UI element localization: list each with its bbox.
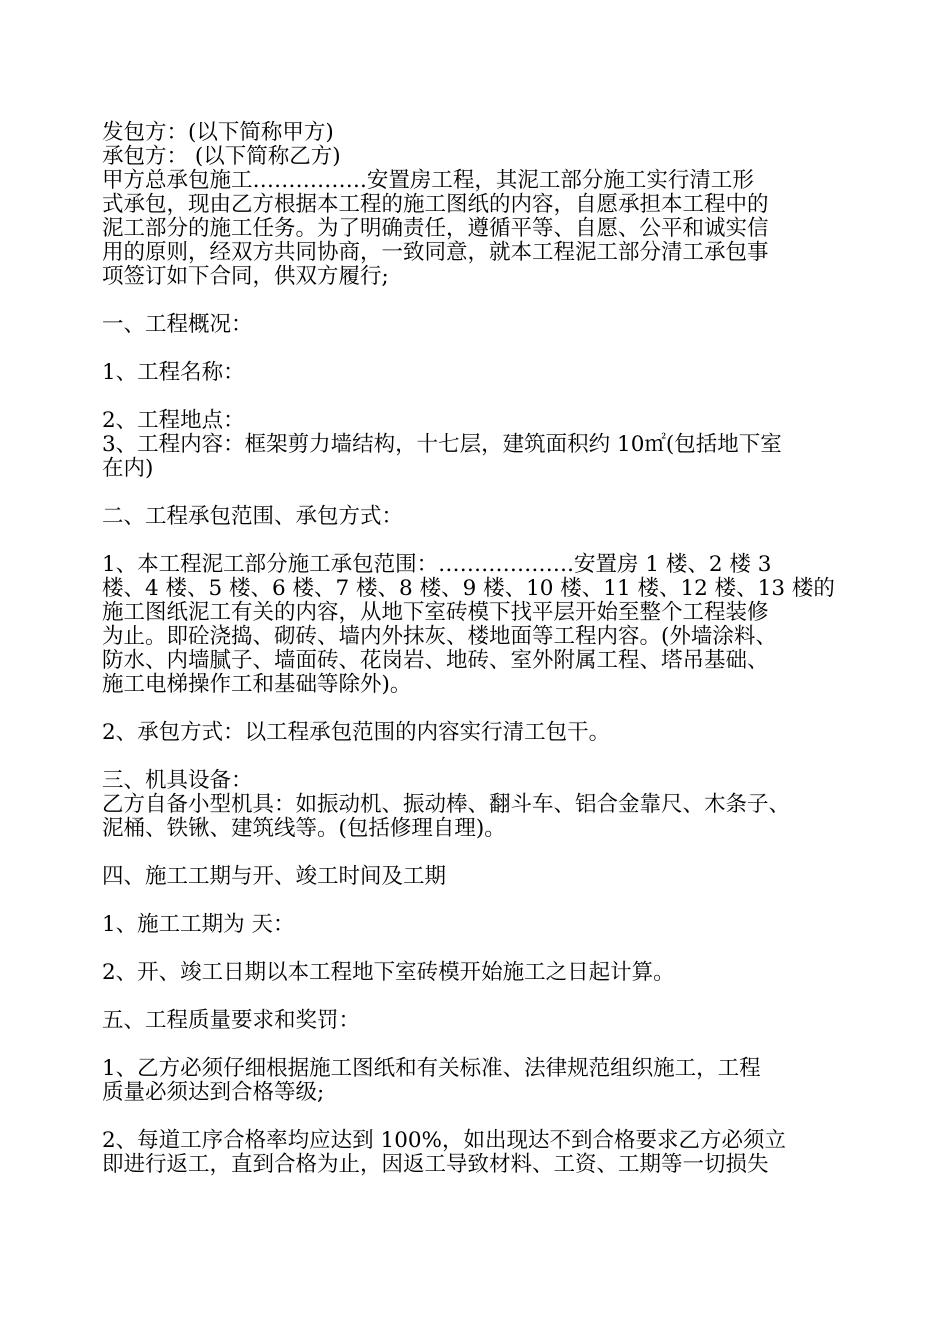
text-line: 即进行返工，直到合格为止，因返工导致材料、工资、工期等一切损失 [102,1152,769,1177]
text-line: 施工图纸泥工有关的内容，从地下室砖模下找平层开始至整个工程装修 [102,600,769,625]
blank-line [102,937,870,961]
text-line: 施工电梯操作工和基础等除外)。 [102,672,412,697]
text-line: 1、乙方必须仔细根据施工图纸和有关标准、法律规范组织施工，工程 [102,1056,761,1081]
document-body [102,121,870,1177]
blank-line [102,697,870,721]
blank-line [102,985,870,1009]
text-line: 泥工部分的施工任务。为了明确责任，遵循平等、自愿、公平和诚实信 [102,216,769,241]
text-line: 1、本工程泥工部分施工承包范围：……………….安置房 1 楼、2 楼 3 [102,552,772,577]
text-line: 四、施工工期与开、竣工时间及工期 [102,864,447,889]
text-line: 三、机具设备： [102,768,253,793]
blank-line [102,889,870,913]
text-line: 五、工程质量要求和奖罚： [102,1008,361,1033]
text-line: 乙方自备小型机具：如振动机、振动棒、翻斗车、铝合金靠尺、木条子、 [102,792,791,817]
blank-line [102,1105,870,1129]
blank-line [102,337,870,361]
text-line: 用的原则，经双方共同协商，一致同意，就本工程泥工部分清工承包事 [102,240,769,265]
text-line: 2、承包方式：以工程承包范围的内容实行清工包干。 [102,720,611,745]
text-line: 承包方： (以下简称乙方) [102,144,341,169]
text-line: 2、每道工序合格率均应达到 100%，如出现达不到合格要求乙方必须立 [102,1128,786,1153]
text-line: 泥桶、铁锹、建筑线等。(包括修理自理)。 [102,816,506,841]
blank-line [102,745,870,769]
text-line: 2、工程地点： [102,408,245,433]
blank-line [102,385,870,409]
text-line: 发包方：(以下简称甲方) [102,120,334,145]
text-line: 甲方总承包施工…………….安置房工程，其泥工部分施工实行清工形 [102,168,754,193]
text-line: 一、工程概况： [102,312,253,337]
text-line: 3、工程内容：框架剪力墙结构，十七层，建筑面积约 10㎡(包括地下室 [102,432,782,457]
blank-line [102,1033,870,1057]
text-line: 项签订如下合同，供双方履行; [102,264,389,289]
blank-line [102,289,870,313]
text-line: 为止。即砼浇捣、砌砖、墙内外抹灰、楼地面等工程内容。(外墙涂料、 [102,624,777,649]
text-line: 在内) [102,456,154,481]
blank-line [102,529,870,553]
text-line: 式承包，现由乙方根据本工程的施工图纸的内容，自愿承担本工程中的 [102,192,769,217]
text-line: 2、开、竣工日期以本工程地下室砖模开始施工之日起计算。 [102,960,675,985]
text-line: 1、工程名称： [102,360,245,385]
text-line: 防水、内墙腻子、墙面砖、花岗岩、地砖、室外附属工程、塔吊基础、 [102,648,769,673]
blank-line [102,481,870,505]
text-line: 1、施工工期为 天： [102,912,295,937]
blank-line [102,841,870,865]
text-line: 质量必须达到合格等级; [102,1080,325,1105]
text-line: 二、工程承包范围、承包方式： [102,504,404,529]
text-line: 楼、4 楼、5 楼、6 楼、7 楼、8 楼、9 楼、10 楼、11 楼、12 楼、13 楼的 [102,576,835,601]
